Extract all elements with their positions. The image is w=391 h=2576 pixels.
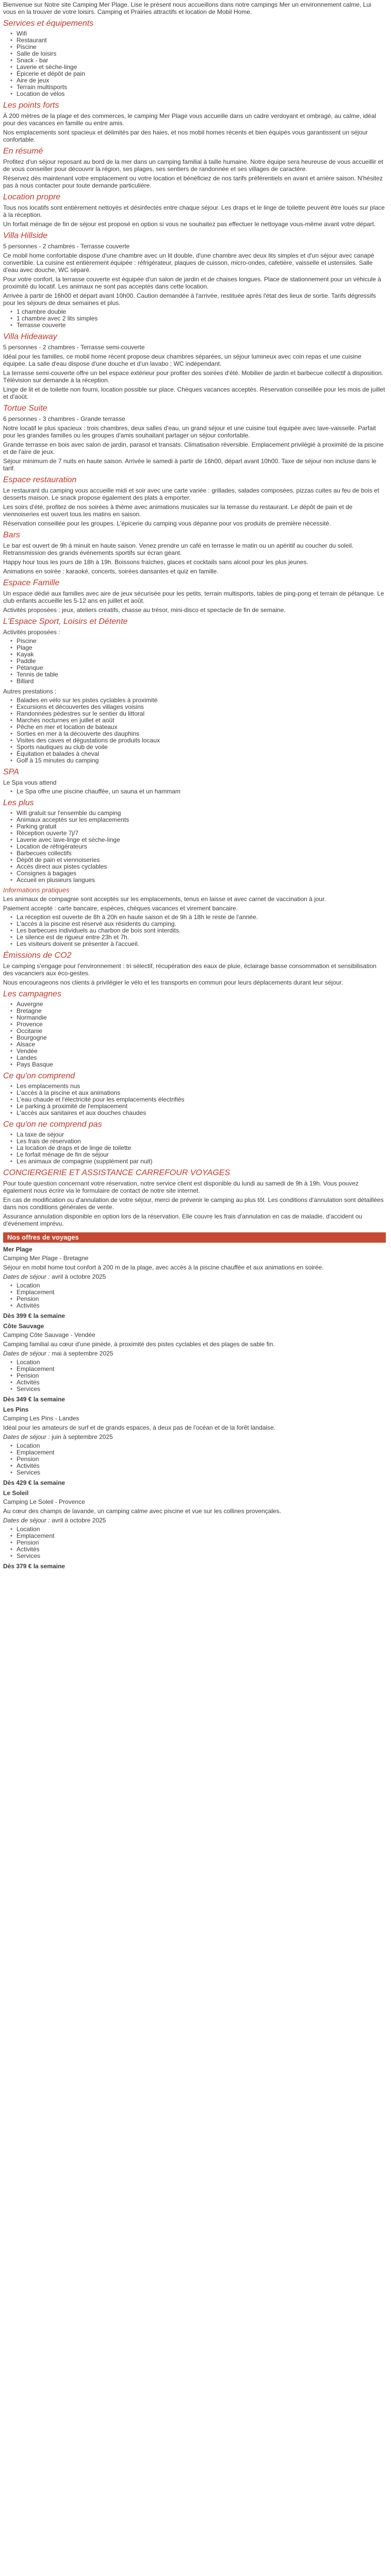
list-item: • Vendée <box>10 1048 386 1055</box>
list-item: • Tennis de table <box>10 671 386 678</box>
list-item: • Bourgogne <box>10 1035 386 1041</box>
offer-location: Camping Le Soleil - Provence <box>3 1498 85 1505</box>
section-list <box>10 309 386 329</box>
section-title: SPA <box>3 768 19 776</box>
offer-list-item: • Emplacement <box>10 1366 386 1372</box>
section-paragraph: À 200 mètres de la plage et des commerces, le camping Mer Plage vous accueille dans un cadre verdoyant et ombragé, au calme, idéal pour des vacances en famille ou entre amis. <box>3 112 377 127</box>
offer-list <box>10 1359 386 1393</box>
section-title: Les campagnes <box>3 990 61 998</box>
offer-list-item: • Pension <box>10 1372 386 1379</box>
offer-title: Les Pins <box>3 1406 29 1413</box>
section-paragraph: Autres prestations : <box>3 688 57 695</box>
contact-paragraph: Pour toute question concernant votre réservation, notre service client est disponible du lundi au samedi de 9h à 19h. Vous pouvez également nous écrire via le formulaire de contact de notre site internet. <box>3 1180 359 1194</box>
offer-dates <box>3 1273 386 1280</box>
offer-list-item: • Emplacement <box>10 1533 386 1539</box>
sections <box>3 19 386 1227</box>
list-item: • Visites des caves et dégustations de produits locaux <box>10 737 386 744</box>
section-paragraph: Le camping s'engage pour l'environnement : tri sélectif, récupération des eaux de pluie, éclairage basse consommation et sensibilisation des vacanciers aux éco-gestes. <box>3 962 377 977</box>
offer-card <box>3 1489 386 1570</box>
offer-title: Le Soleil <box>3 1489 29 1497</box>
list-item: • Le parking à proximité de l'emplacement <box>10 1103 386 1110</box>
list-item: • Excursions et découvertes des villages voisins <box>10 704 386 710</box>
list-item: • Sports nautiques au club de voile <box>10 744 386 751</box>
section-paragraph: Réservation conseillée pour les groupes. L'épicerie du camping vous dépanne pour vos produits de première nécessité. <box>3 520 331 527</box>
section-paragraph: Nos emplacements sont spacieux et délimités par des haies, et nos mobil homes récents et bien équipés vous garantissent un séjour confortable. <box>3 129 368 143</box>
list-item: • Accès direct aux pistes cyclables <box>10 863 386 870</box>
list-item: • Bretagne <box>10 1008 386 1014</box>
section-paragraph: Les soirs d'été, profitez de nos soirées à thème avec animations musicales sur la terrasse du restaurant. Le dépôt de pain et de viennoiseries est ouvert tous les matins en saison. <box>3 503 353 518</box>
contact-title: CONCIERGERIE ET ASSISTANCE CARREFOUR VOYAGES <box>3 1168 231 1177</box>
section-paragraph: Paiement accepté : carte bancaire, espèces, chèques vacances et virement bancaire. <box>3 905 238 912</box>
list-item: • 1 chambre double <box>10 309 386 315</box>
offer-dates <box>3 1433 386 1440</box>
section-title: Les plus <box>3 799 34 807</box>
offer-dates-value: juin à septembre 2025 <box>52 1433 113 1440</box>
section-paragraph: Séjour minimum de 7 nuits en haute saison. Arrivée le samedi à partir de 16h00, départ avant 10h00. Taxe de séjour non incluse dans le tarif. <box>3 457 377 472</box>
section-paragraph: Profitez d'un séjour reposant au bord de la mer dans un camping familial à taille humaine. Notre équipe sera heureuse de vous accueillir et de vous conseiller pour découvrir la région, ses plages, ses sentiers de randonnée et ses villages de caractère. <box>3 158 383 173</box>
section-title: Villa Hideaway <box>3 332 57 341</box>
list-item: • L'accès à la piscine et aux animations <box>10 1090 386 1096</box>
list-item: • Aire de jeux <box>10 77 386 84</box>
list-item: • La location de draps et de linge de toilette <box>10 1145 386 1151</box>
list-item: • Terrasse couverte <box>10 322 386 329</box>
offer-list-item: • Services <box>10 1386 386 1393</box>
list-item: • Équitation et balades à cheval <box>10 751 386 757</box>
offer-list-item: • Pension <box>10 1539 386 1546</box>
list-item: • Pays Basque <box>10 1061 386 1068</box>
section-list <box>10 30 386 97</box>
section-paragraph: Idéal pour les familles, ce mobil home récent propose deux chambres séparées, un séjour lumineux avec coin repas et une cuisine équipée. La salle d'eau dispose d'une douche et d'un lavabo ; WC indépendant. <box>3 353 362 367</box>
section-list <box>10 1083 386 1116</box>
section-paragraph: Animations en soirée : karaoké, concerts, soirées dansantes et quiz en famille. <box>3 568 219 575</box>
section-paragraph: Grande terrasse en bois avec salon de jardin, parasol et transats. Climatisation réversible. Emplacement privilégié à proximité de la piscine et de l'aire de jeux. <box>3 441 384 455</box>
list-item: • Location de réfrigérateurs <box>10 843 386 850</box>
offer-title: Mer Plage <box>3 1246 32 1253</box>
list-item: • La réception est ouverte de 8h à 20h en haute saison et de 9h à 18h le reste de l'année. <box>10 914 386 921</box>
section-paragraph: Ce mobil home confortable dispose d'une chambre avec un lit double, d'une chambre avec deux lits simples et d'un séjour avec canapé convertible. La cuisine est entièrement équipée : réfrigérateur, plaques de cuisson, micro-ondes, cafetière, vaisselle et ustensiles. Salle d'eau avec douche, WC séparé. <box>3 252 374 274</box>
offer-list <box>10 1526 386 1560</box>
section-paragraph: Le Spa vous attend <box>3 779 57 786</box>
list-item: • Wifi gratuit sur l'ensemble du camping <box>10 810 386 817</box>
section-title: Émissions de CO2 <box>3 951 72 960</box>
list-item: • Les visiteurs doivent se présenter à l'accueil. <box>10 941 386 947</box>
offer-list-item: • Location <box>10 1443 386 1449</box>
list-item: • Laverie et sèche-linge <box>10 64 386 71</box>
list-item: • Réception ouverte 7j/7 <box>10 830 386 837</box>
list-item: • Auvergne <box>10 1001 386 1008</box>
section-paragraph: Happy hour tous les jours de 18h à 19h. Boissons fraîches, glaces et cocktails sans alcool pour les plus jeunes. <box>3 558 308 566</box>
offers <box>3 1246 386 1570</box>
section-paragraph: Activités proposées : jeux, ateliers créatifs, chasse au trésor, mini-disco et spectacle de fin de semaine. <box>3 606 286 614</box>
list-item: • Laverie avec lave-linge et sèche-linge <box>10 837 386 843</box>
offer-list <box>10 1282 386 1309</box>
section-title: Ce qu'on comprend <box>3 1072 75 1080</box>
offer-card <box>3 1406 386 1486</box>
offer-dates-label: Dates de séjour : <box>3 1273 50 1280</box>
offer-list-item: • Location <box>10 1526 386 1533</box>
offer-list-item: • Location <box>10 1282 386 1289</box>
offer-location: Camping Mer Plage - Bretagne <box>3 1255 89 1262</box>
list-item: • Randonnées pédestres sur le sentier du littoral <box>10 710 386 717</box>
section-paragraph: Linge de lit et de toilette non fourni, location possible sur place. Chèques vacances acceptés. Réservation conseillée pour les mois de juillet et d'août. <box>3 386 385 400</box>
offer-list-item: • Services <box>10 1469 386 1476</box>
section-paragraph: Un espace dédié aux familles avec aire de jeux sécurisée pour les petits, terrain multisports, tables de ping-pong et terrain de pétanque. Le club enfants accueille les 5-12 ans en juillet et août. <box>3 590 384 604</box>
list-item: • Alsace <box>10 1041 386 1048</box>
section-title: Les points forts <box>3 101 59 110</box>
list-item: • La taxe de séjour <box>10 1131 386 1138</box>
section-title: Villa Hillside <box>3 231 47 240</box>
section-paragraph: Activités proposées : <box>3 629 60 636</box>
offer-card <box>3 1323 386 1403</box>
section-paragraph: Le bar est ouvert de 9h à minuit en haute saison. Venez prendre un café en terrasse le matin ou un apéritif au coucher du soleil. Retransmission des grands événements sportifs sur écran géant. <box>3 542 354 556</box>
list-item: • Animaux acceptés sur les emplacements <box>10 817 386 823</box>
offer-location: Camping Les Pins - Landes <box>3 1415 79 1422</box>
list-item: • Les animaux de compagnie (supplément par nuit) <box>10 1158 386 1165</box>
offer-title: Côte Sauvage <box>3 1323 44 1330</box>
offer-dates-label: Dates de séjour : <box>3 1350 50 1357</box>
list-item: • Balades en vélo sur les pistes cyclables à proximité <box>10 697 386 704</box>
list-item: • Snack - bar <box>10 57 386 64</box>
offer-list-item: • Emplacement <box>10 1289 386 1296</box>
section-paragraph: Arrivée à partir de 16h00 et départ avant 10h00. Caution demandée à l'arrivée, restituée après l'état des lieux de sortie. Tarifs dégressifs pour les séjours de deux semaines et plus. <box>3 292 376 307</box>
list-item: • Parking gratuit <box>10 823 386 830</box>
list-item: • Paddle <box>10 658 386 665</box>
section-paragraph: Nous encourageons nos clients à privilégier le vélo et les transports en commun pour leurs déplacements durant leur séjour. <box>3 979 344 986</box>
section-title: L'Espace Sport, Loisirs et Détente <box>3 617 128 626</box>
section-list <box>10 638 386 685</box>
list-item: • Salle de loisirs <box>10 50 386 57</box>
list-item: • Landes <box>10 1055 386 1061</box>
list-item: • Terrain multisports <box>10 84 386 91</box>
list-item: • Le silence est de rigueur entre 23h et 7h. <box>10 934 386 941</box>
offer-list-item: • Activités <box>10 1463 386 1469</box>
offer-list <box>10 1443 386 1476</box>
offer-list-item: • Pension <box>10 1296 386 1302</box>
list-item: • Normandie <box>10 1014 386 1021</box>
intro-text: Bienvenue sur Notre site Camping Mer Plage. Lise le présent nous accueillons dans notre campings Mer un environnement calme, Lui vous en la trouver de votre loisirs. Camping et Prairies attractifs et location de Mobil Home. <box>3 1 371 15</box>
list-item: • Occitanie <box>10 1028 386 1035</box>
list-item: • Le forfait ménage de fin de séjour <box>10 1151 386 1158</box>
section-paragraph: Réservez dès maintenant votre emplacement ou votre location et bénéficiez de nos tarifs préférentiels en avant et arrière saison. N'hésitez pas à nous contacter pour toute demande particulière. <box>3 175 383 189</box>
section-paragraph: Tous nos locatifs sont entièrement nettoyés et désinfectés entre chaque séjour. Les draps et le linge de toilette peuvent être loués sur place à la réception. <box>3 204 385 218</box>
list-item: • Pêche en mer et location de bateaux <box>10 724 386 731</box>
offer-price: Dès 399 € la semaine <box>3 1312 66 1319</box>
offer-description: Au cœur des champs de lavande, un camping calme avec piscine et vue sur les collines provençales. <box>3 1507 281 1515</box>
section-paragraph: La terrasse semi-couverte offre un bel espace extérieur pour profiter des soirées d'été. Mobilier de jardin et barbecue collectif à disposition. Télévision sur demande à la réception. <box>3 369 384 384</box>
offer-dates-label: Dates de séjour : <box>3 1433 50 1440</box>
offers-header: Nos offres de voyages <box>3 1232 386 1243</box>
offer-location: Camping Côte Sauvage - Vendée <box>3 1331 95 1338</box>
offer-card <box>3 1246 386 1319</box>
offer-dates-value: mai à septembre 2025 <box>52 1350 113 1357</box>
section-paragraph: Les animaux de compagnie sont acceptés sur les emplacements, tenus en laisse et avec carnet de vaccination à jour. <box>3 895 326 903</box>
offer-list-item: • Pension <box>10 1456 386 1463</box>
section-title: Espace Famille <box>3 579 60 587</box>
list-item: • L'accès aux sanitaires et aux douches chaudes <box>10 1110 386 1116</box>
offer-dates <box>3 1350 386 1357</box>
section-paragraph: 6 personnes - 3 chambres - Grande terrasse <box>3 415 125 422</box>
section-paragraph: Pour votre confort, la terrasse couverte est équipée d'un salon de jardin et de chaises longues. Place de stationnement pour un véhicule à proximité du locatif. Les animaux ne sont pas acceptés dans cette location. <box>3 276 381 290</box>
list-item: • Golf à 15 minutes du camping <box>10 757 386 764</box>
section-subtitle: Informations pratiques <box>3 886 70 894</box>
list-item: • Le Spa offre une piscine chauffée, un sauna et un hammam <box>10 788 386 795</box>
list-item: • Piscine <box>10 44 386 50</box>
section-list <box>10 810 386 884</box>
offer-price: Dès 379 € la semaine <box>3 1563 66 1570</box>
list-item: • Dépôt de pain et viennoiseries <box>10 857 386 863</box>
section-list <box>10 914 386 947</box>
section-title: Bars <box>3 531 20 539</box>
list-item: • Les emplacements nus <box>10 1083 386 1090</box>
contact-paragraph: Assurance annulation disponible en option lors de la réservation. Elle couvre les frais d'annulation en cas de maladie, d'accident ou d'événement imprévu. <box>3 1213 363 1227</box>
offer-list-item: • Activités <box>10 1379 386 1386</box>
offer-description: Séjour en mobil home tout confort à 200 m de la plage, avec accès à la piscine chauffée et aux animations en soirée. <box>3 1264 324 1271</box>
section-list <box>10 697 386 764</box>
list-item: • Location de vélos <box>10 91 386 97</box>
offer-list-item: • Location <box>10 1359 386 1366</box>
list-item: • Kayak <box>10 651 386 658</box>
offer-dates <box>3 1517 386 1524</box>
offer-description: Camping familial au cœur d'une pinède, à proximité des pistes cyclables et des plages de sable fin. <box>3 1341 275 1348</box>
offer-price: Dès 429 € la semaine <box>3 1479 66 1486</box>
offer-dates-value: avril à octobre 2025 <box>52 1517 106 1524</box>
list-item: • Restaurant <box>10 37 386 44</box>
section-paragraph: 5 personnes - 2 chambres - Terrasse couverte <box>3 243 130 250</box>
contact-paragraph: En cas de modification ou d'annulation de votre séjour, merci de prévenir le camping au plus tôt. Les conditions d'annulation sont détaillées dans nos conditions générales de vente. <box>3 1196 384 1211</box>
list-item: • L'eau chaude et l'électricité pour les emplacements électrifiés <box>10 1096 386 1103</box>
list-item: • Pétanque <box>10 665 386 671</box>
section-paragraph: Un forfait ménage de fin de séjour est proposé en option si vous ne souhaitez pas effectuer le nettoyage vous-même avant votre départ. <box>3 221 376 228</box>
section-title: Espace restauration <box>3 476 77 484</box>
list-item: • Sorties en mer à la découverte des dauphins <box>10 731 386 737</box>
list-item: • Provence <box>10 1021 386 1028</box>
list-item: • Plage <box>10 645 386 651</box>
offer-price: Dès 349 € la semaine <box>3 1396 66 1403</box>
offer-list-item: • Activités <box>10 1302 386 1309</box>
list-item: • Billard <box>10 678 386 685</box>
section-title: Location propre <box>3 193 61 201</box>
section-title: Services et équipements <box>3 19 94 28</box>
list-item: • 1 chambre avec 2 lits simples <box>10 315 386 322</box>
section-title: En résumé <box>3 147 43 156</box>
section-paragraph: Notre locatif le plus spacieux : trois chambres, deux salles d'eau, un grand séjour et une cuisine tout équipée avec lave-vaisselle. Parfait pour les grandes familles ou les groupes d'amis souhaitant partager un séjour confortable. <box>3 425 376 439</box>
section-list <box>10 788 386 795</box>
section-paragraph: 5 personnes - 2 chambres - Terrasse semi-couverte <box>3 344 145 351</box>
offer-list-item: • Activités <box>10 1546 386 1553</box>
section-title: Ce qu'on ne comprend pas <box>3 1120 102 1129</box>
list-item: • Accueil en plusieurs langues <box>10 877 386 884</box>
list-item: • Épicerie et dépôt de pain <box>10 71 386 77</box>
offer-dates-value: avril à octobre 2025 <box>52 1273 106 1280</box>
section-title: Tortue Suite <box>3 404 47 413</box>
offer-list-item: • Services <box>10 1553 386 1560</box>
list-item: • Marchés nocturnes en juillet et août <box>10 717 386 724</box>
offer-dates-label: Dates de séjour : <box>3 1517 50 1524</box>
contact-block <box>3 1168 386 1227</box>
section-list <box>10 1001 386 1068</box>
list-item: • Les barbecues individuels au charbon de bois sont interdits. <box>10 927 386 934</box>
list-item: • L'accès à la piscine est réservé aux résidents du camping. <box>10 921 386 927</box>
list-item: • Consignes à bagages <box>10 870 386 877</box>
offer-description: Idéal pour les amateurs de surf et de grands espaces, à deux pas de l'océan et de la forêt landaise. <box>3 1424 275 1431</box>
list-item: • Les frais de réservation <box>10 1138 386 1145</box>
list-item: • Piscine <box>10 638 386 645</box>
offer-list-item: • Emplacement <box>10 1449 386 1456</box>
section-list <box>10 1131 386 1165</box>
section-paragraph: Le restaurant du camping vous accueille midi et soir avec une carte variée : grillades, salades composées, pizzas cuites au feu de bois et desserts maison. Le snack propose également des plats à emporter. <box>3 487 380 501</box>
list-item: • Wifi <box>10 30 386 37</box>
list-item: • Barbecues collectifs <box>10 850 386 857</box>
